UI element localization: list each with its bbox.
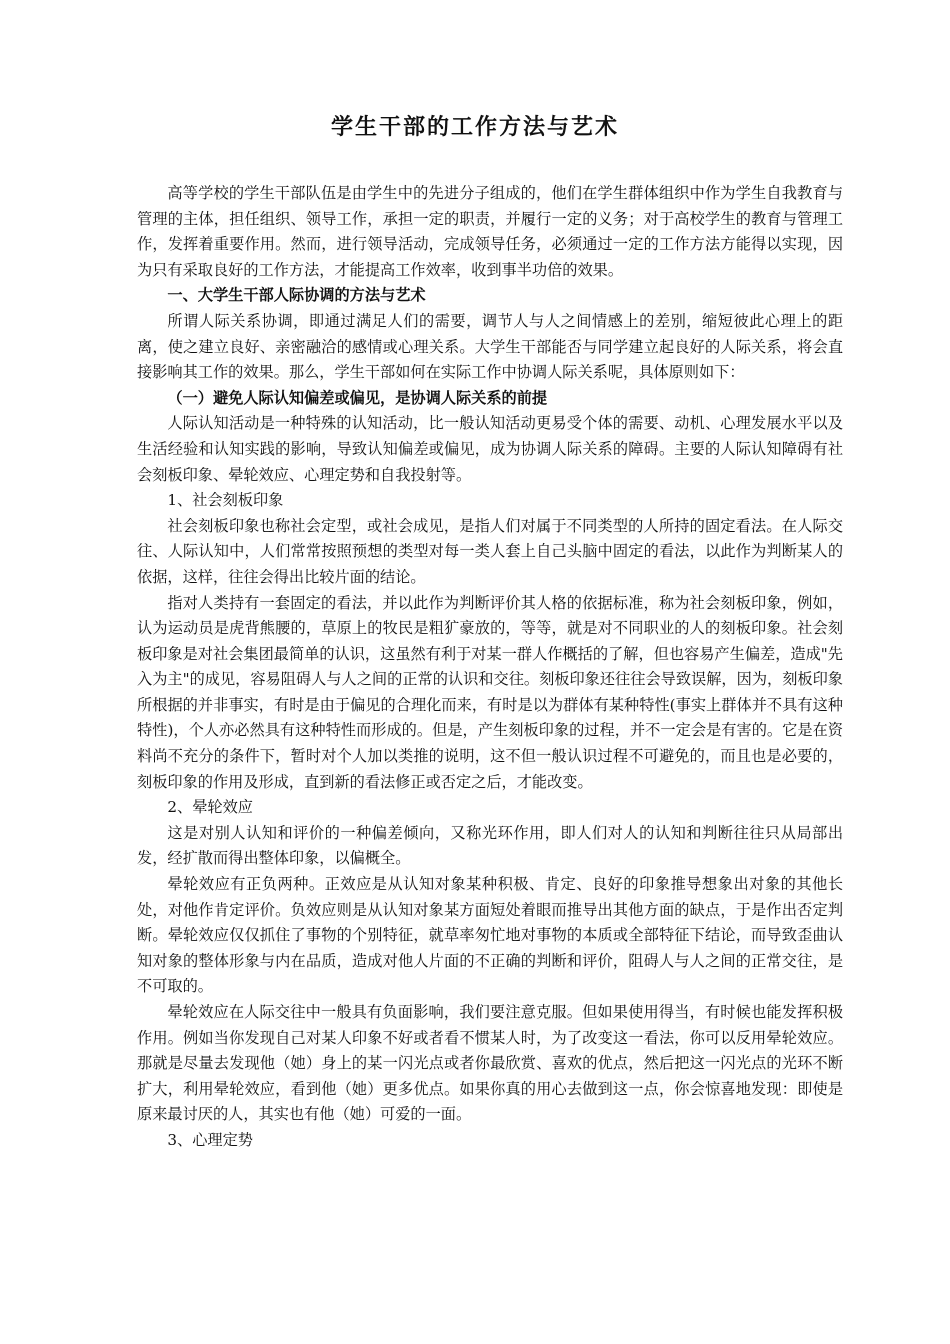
- body-paragraph: 晕轮效应在人际交往中一般具有负面影响，我们要注意克服。但如果使用得当，有时候也能发挥积极作用。例如当你发现自己对某人印象不好或者看不惯某人时，为了改变这一看法，你可以反用晕轮效应。那就是尽量去发现他（她）身上的某一闪光点或者你最欣赏、喜欢的优点，然后把这一闪光点的光环不断扩大，利用晕轮效应，看到他（她）更多优点。如果你真的用心去做到这一点，你会惊喜地发现：即使是原来最讨厌的人，其实也有他（她）可爱的一面。: [137, 1003, 843, 1124]
- item-heading: 2、晕轮效应: [167, 798, 253, 817]
- document-body: [137, 181, 843, 1154]
- body-paragraph: 指对人类持有一套固定的看法，并以此作为判断评价其人格的依据标准，称为社会刻板印象，例如，认为运动员是虎背熊腰的，草原上的牧民是粗犷豪放的，等等，就是对不同职业的人的刻板印象。社会刻板印象是对社会集团最简单的认识，这虽然有利于对某一群人作概括的了解，但也容易产生偏差，造成"先入为主"的成见，容易阻碍人与人之间的正常的认识和交往。刻板印象还往往会导致误解，因为，刻板印象所根据的并非事实，有时是由于偏见的合理化而来，有时是以为群体有某种特性(事实上群体并不具有这种特性)，个人亦必然具有这种特性而形成的。但是，产生刻板印象的过程，并不一定会是有害的。它是在资料尚不充分的条件下，暂时对个人加以类推的说明，这不但一般认识过程不可避免的，而且也是必要的，刻板印象的作用及形成，直到新的看法修正或否定之后，才能改变。: [137, 593, 843, 791]
- body-paragraph: 晕轮效应有正负两种。正效应是从认知对象某种积极、肯定、良好的印象推导想象出对象的其他长处，对他作肯定评价。负效应则是从认知对象某方面短处着眼而推导出其他方面的缺点，于是作出否定判断。晕轮效应仅仅抓住了事物的个别特征，就草率匆忙地对事物的本质或全部特征下结论，而导致歪曲认知对象的整体形象与内在品质，造成对他人片面的不正确的判断和评价，阻碍人与人之间的正常交往，是不可取的。: [137, 875, 843, 996]
- body-paragraph: 社会刻板印象也称社会定型，或社会成见，是指人们对属于不同类型的人所持的固定看法。在人际交往、人际认知中，人们常常按照预想的类型对每一类人套上自己头脑中固定的看法，以此作为判断某人的依据，这样，往往会得出比较片面的结论。: [137, 516, 843, 586]
- body-paragraph: 人际认知活动是一种特殊的认知活动，比一般认知活动更易受个体的需要、动机、心理发展水平以及生活经验和认知实践的影响，导致认知偏差或偏见，成为协调人际关系的障碍。主要的人际认知障碍有社会刻板印象、晕轮效应、心理定势和自我投射等。: [137, 414, 843, 484]
- body-paragraph: 所谓人际关系协调，即通过满足人们的需要，调节人与人之间情感上的差别，缩短彼此心理上的距离，使之建立良好、亲密融洽的感情或心理关系。大学生干部能否与同学建立起良好的人际关系，将会直接影响其工作的效果。那么，学生干部如何在实际工作中协调人际关系呢，具体原则如下：: [137, 311, 843, 382]
- body-paragraph: 这是对别人认知和评价的一种偏差倾向，又称光环作用，即人们对人的认知和判断往往只从局部出发，经扩散而得出整体印象，以偏概全。: [137, 823, 843, 868]
- document-title: 学生干部的工作方法与艺术: [330, 114, 619, 140]
- intro-paragraph: 高等学校的学生干部队伍是由学生中的先进分子组成的，他们在学生群体组织中作为学生自我教育与管理的主体，担任组织、领导工作，承担一定的职责，并履行一定的义务；对于高校学生的教育与管理工作，发挥着重要作用。然而，进行领导活动，完成领导任务，必须通过一定的工作方法方能得以实现，因为只有采取良好的工作方法，才能提高工作效率，收到事半功倍的效果。: [137, 184, 843, 279]
- section-heading: 一、大学生干部人际协调的方法与艺术: [167, 286, 426, 305]
- subsection-heading: （一）避免人际认知偏差或偏见，是协调人际关系的前提: [167, 388, 548, 407]
- item-heading: 3、心理定势: [167, 1130, 253, 1149]
- item-heading: 1、社会刻板印象: [167, 491, 284, 510]
